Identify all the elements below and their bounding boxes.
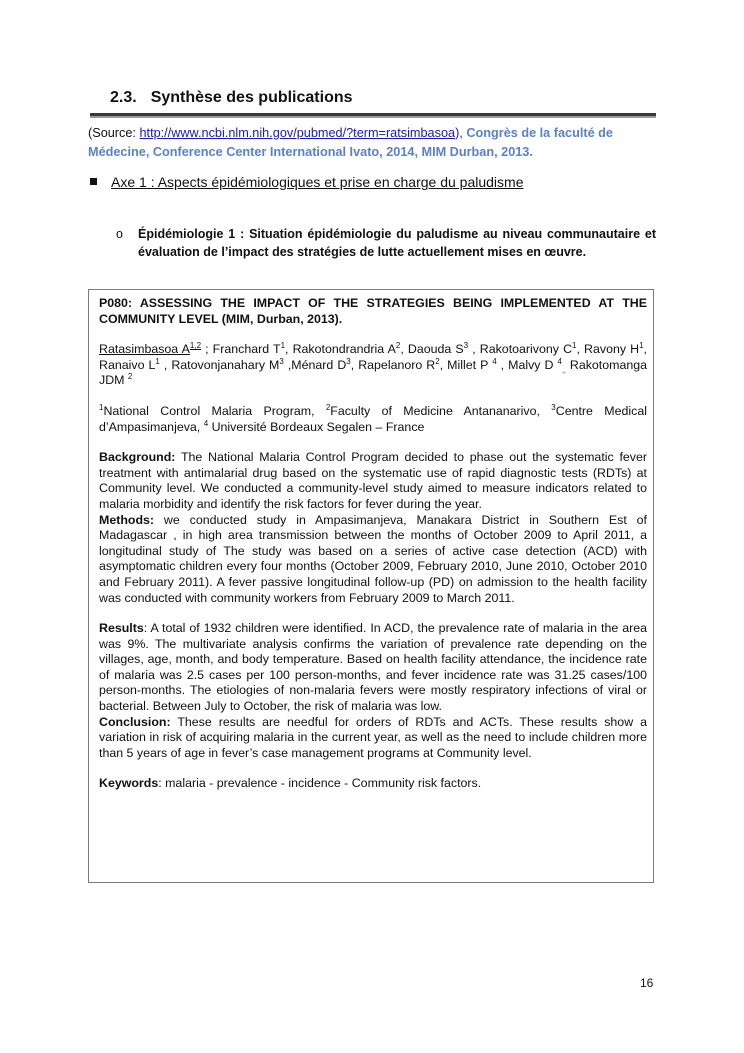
abstract-results: Results: A total of 1932 children were identified. In ACD, the prevalence rate of malaria in the area was 9%. The multivariate analysis confirms the variation of prevalence rate depending on the villages, age, month, and body temperature. Based on health facility attendance, the incidence rate of malaria was 2.5 cases per 100 person-months, and fever incidence rate was 31.25 cases/100 person-months. The etiologies of non-malaria fevers were mostly respiratory infections of viral or bacterial. Between July to October, the risk of malaria was low.: [99, 621, 647, 714]
section-number: 2.3.: [110, 89, 137, 106]
epidemiology-item: [116, 225, 656, 261]
abstract-authors: Ratasimbasoa A$^{1,2}$ ; Franchard $T^1$, Rakotondrandria $A^2$, Daouda $S^3$ , Rakotoarivony $C^1$, Ravony $H^1$, Ranaivo $L^1$ , Ratovonjanahary $M^3$ ,Ménard $D^3$, Rapelanoro $R^2$, Millet P $^4$ , Malvy D $^4_{,,}$ Rakotomanga JDM $^2$: [99, 341, 648, 388]
abstract-box: [88, 289, 654, 883]
heading-rule: [90, 113, 656, 116]
abstract-methods: Methods: we conducted study in Ampasimanjeva, Manakara District in Southern Est of Madagascar , in high area transmission between the months of October 2009 to April 2011, a longitudinal study of The study was based on a series of active case detection (ACD) with asymptomatic children every four months (October 2009, February 2010, June 2010, October 2010 and February 2011). A fever passive longitudinal follow-up (PD) on admission to the health facility was conducted with community workers from February 2009 to March 2011.: [99, 512, 647, 605]
page-number: 16: [640, 976, 654, 990]
abstract-content: [99, 296, 647, 792]
abstract-conclusion: Conclusion: These results are needful for orders of RDTs and ACTs. These results show a variation in risk of acquiring malaria in the current year, as well as the need to include children more than 5 years of age in fever’s case management programs at Community level.: [99, 714, 647, 760]
source-line: [88, 124, 658, 162]
abstract-affiliations: $^1$National Control Malaria Program, $^2$Faculty of Medicine Antananarivo, $^3$Centre Medical d’Ampasimanjeva, $^4$ Université Bordeaux Segalen – France: [99, 402, 647, 434]
section-title: Synthèse des publications: [150, 89, 353, 106]
circle-bullet-icon: o: [116, 227, 123, 241]
section-heading: [110, 89, 353, 107]
square-bullet-icon: [90, 178, 97, 185]
abstract-background: Background: The National Malaria Control Program decided to phase out the systematic fever treatment with antimalarial drug based on the systematic use of rapid diagnostic tests (RDTs) at Community level. We conducted a community-level study aimed to measure indicators related to malaria morbidity and identify the risk factors for fever during the year.: [99, 450, 647, 511]
first-author: Ratasimbasoa A: [99, 342, 190, 357]
source-prefix: (Source:: [88, 126, 140, 140]
source-events: Congrès de la faculté de Médecine, Conference Center International Ivato, 2014, MIM Durban, 2013.: [88, 126, 613, 159]
abstract-keywords: Keywords: malaria - prevalence - incidence - Community risk factors.: [99, 776, 482, 791]
axe-label: Axe 1 : Aspects épidémiologiques et prise en charge du paludisme: [111, 174, 524, 190]
source-separator: ),: [455, 126, 467, 140]
epidemiology-text: Épidémiologie 1 : Situation épidémiologie du paludisme au niveau communautaire et évaluation de l’impact des stratégies de lutte actuellement mises en œuvre.: [138, 227, 656, 259]
abstract-title: P080: ASSESSING THE IMPACT OF THE STRATEGIES BEING IMPLEMENTED AT THE COMMUNITY LEVEL (MIM, Durban, 2013).: [99, 296, 647, 326]
source-link[interactable]: http://www.ncbi.nlm.nih.gov/pubmed/?term=ratsimbasoa: [139, 126, 456, 140]
axe-item: [90, 174, 523, 190]
